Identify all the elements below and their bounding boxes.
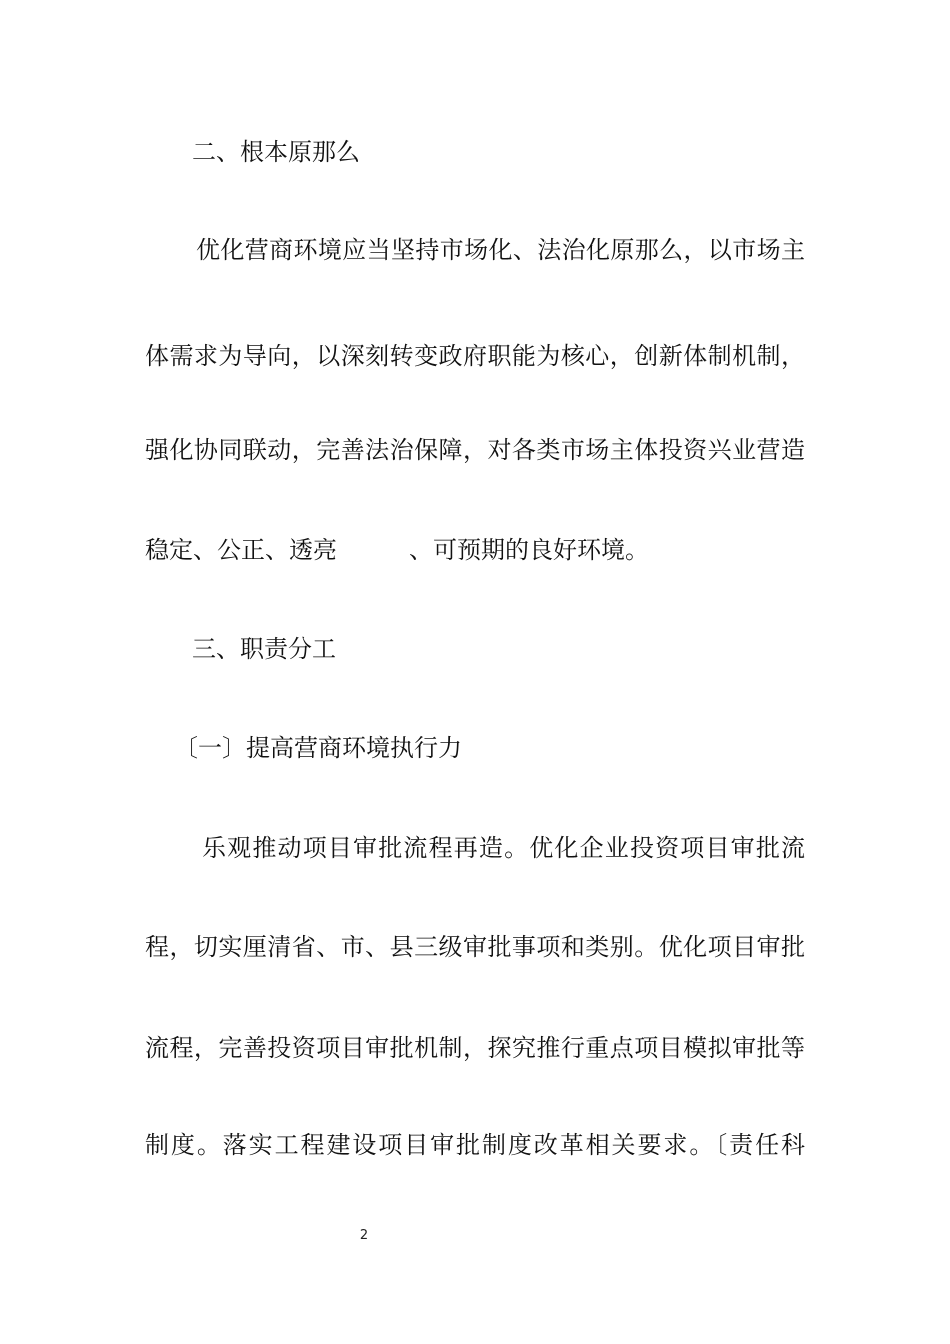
paragraph-line: 优化营商环境应当坚持市场化、法治化原那么，以市场主 <box>196 236 805 264</box>
paragraph-line: 乐观推动项目审批流程再造。优化企业投资项目审批流 <box>202 834 805 862</box>
page-number: 2 <box>359 1228 369 1243</box>
paragraph-line: 流程，完善投资项目审批机制，探究推行重点项目模拟审批等 <box>145 1034 805 1062</box>
section-heading: 二、根本原那么 <box>192 138 360 166</box>
subsection-heading: 〔一〕提高营商环境执行力 <box>174 734 462 762</box>
paragraph-line: 体需求为导向，以深刻转变政府职能为核心，创新体制机制， <box>145 342 805 370</box>
section-heading: 三、职责分工 <box>192 635 336 663</box>
paragraph-line: 程，切实厘清省、市、县三级审批事项和类别。优化项目审批 <box>145 933 805 961</box>
paragraph-line: 稳定、公正、透亮 、可预期的良好环境。 <box>145 536 649 564</box>
paragraph-line: 强化协同联动，完善法治保障，对各类市场主体投资兴业营造 <box>145 436 805 464</box>
paragraph-line: 制度。落实工程建设项目审批制度改革相关要求。〔责任科 <box>145 1131 805 1159</box>
